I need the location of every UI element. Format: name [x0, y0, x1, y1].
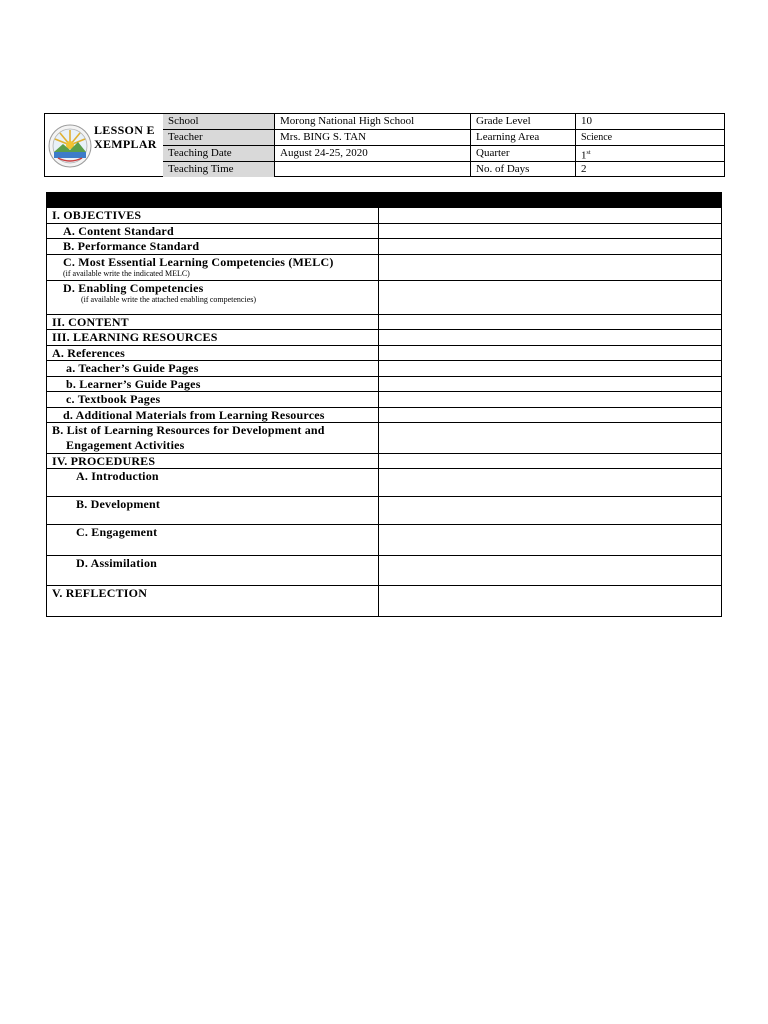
- table-row: [46, 361, 722, 377]
- document-title: LESSON EXEMPLAR: [94, 123, 157, 151]
- performance-standard-label: B. Performance Standard: [63, 239, 200, 253]
- lesson-plan-table: [46, 192, 722, 617]
- teaching-time-value: [275, 162, 471, 177]
- table-row: [46, 255, 722, 281]
- table-row: [46, 377, 722, 392]
- learning-area-value: Science: [576, 130, 724, 146]
- additional-materials-input-cell[interactable]: [379, 408, 721, 422]
- teaching-date-label: Teaching Date: [163, 146, 275, 162]
- textbook-pages-input-cell[interactable]: [379, 392, 721, 407]
- table-row: [46, 315, 722, 330]
- melc-input-cell[interactable]: [379, 255, 721, 280]
- assimilation-input-cell[interactable]: [379, 556, 721, 585]
- learning-area-label: Learning Area: [471, 130, 576, 146]
- table-header-bar: [46, 192, 722, 208]
- objectives-heading: I. OBJECTIVES: [52, 208, 142, 222]
- teacher-value: Mrs. BING S. TAN: [275, 130, 471, 146]
- teachers-guide-input-cell[interactable]: [379, 361, 721, 376]
- table-row: [46, 330, 722, 346]
- table-row: [46, 281, 722, 315]
- grade-level-value: 10: [576, 114, 724, 130]
- objectives-input-cell[interactable]: [379, 208, 721, 223]
- reflection-input-cell[interactable]: [379, 586, 721, 616]
- development-label: B. Development: [76, 497, 161, 511]
- melc-note: (if available write the indicated MELC): [63, 269, 190, 278]
- content-heading: II. CONTENT: [52, 315, 129, 329]
- table-row: [46, 408, 722, 423]
- school-value: Morong National High School: [275, 114, 471, 130]
- additional-materials-label: d. Additional Materials from Learning Resources: [63, 408, 325, 422]
- procedures-input-cell[interactable]: [379, 454, 721, 468]
- procedures-heading: IV. PROCEDURES: [52, 454, 156, 468]
- learners-guide-input-cell[interactable]: [379, 377, 721, 391]
- logo-area: [45, 114, 164, 176]
- teachers-guide-label: a. Teacher’s Guide Pages: [66, 361, 199, 375]
- reflection-heading: V. REFLECTION: [52, 586, 148, 600]
- content-standard-label: A. Content Standard: [63, 224, 174, 238]
- school-label: School: [163, 114, 275, 130]
- content-standard-input-cell[interactable]: [379, 224, 721, 238]
- days-label: No. of Days: [471, 162, 576, 177]
- quarter-suffix: st: [586, 150, 591, 156]
- deped-seal-icon: [48, 124, 92, 168]
- teaching-date-value: August 24-25, 2020: [275, 146, 471, 162]
- introduction-input-cell[interactable]: [379, 469, 721, 496]
- table-row: [46, 208, 722, 224]
- learning-resources-heading: III. LEARNING RESOURCES: [52, 330, 218, 344]
- textbook-pages-label: c. Textbook Pages: [66, 392, 161, 406]
- grade-level-label: Grade Level: [471, 114, 576, 130]
- learners-guide-label: b. Learner’s Guide Pages: [66, 377, 201, 391]
- table-row: [46, 239, 722, 255]
- table-row: [46, 346, 722, 361]
- engagement-input-cell[interactable]: [379, 525, 721, 555]
- assimilation-label: D. Assimilation: [76, 556, 158, 570]
- table-row: [46, 423, 722, 454]
- quarter-label: Quarter: [471, 146, 576, 162]
- table-row: [46, 497, 722, 525]
- engagement-label: C. Engagement: [76, 525, 158, 539]
- teaching-time-label: Teaching Time: [163, 162, 275, 177]
- table-row: [46, 525, 722, 556]
- list-of-resources-label-line2: Engagement Activities: [66, 438, 185, 452]
- quarter-number: 1: [581, 149, 587, 162]
- list-of-resources-label: B. List of Learning Resources for Development and: [52, 423, 325, 437]
- list-of-resources-input-cell[interactable]: [379, 423, 721, 453]
- enabling-competencies-note: (if available write the attached enabling competencies): [81, 295, 257, 304]
- references-label: A. References: [52, 346, 126, 360]
- quarter-value: [576, 146, 724, 162]
- teacher-label: Teacher: [163, 130, 275, 146]
- header-table: [44, 113, 725, 177]
- references-input-cell[interactable]: [379, 346, 721, 360]
- table-row: [46, 586, 722, 617]
- table-row: [46, 454, 722, 469]
- performance-standard-input-cell[interactable]: [379, 239, 721, 254]
- learning-resources-input-cell[interactable]: [379, 330, 721, 345]
- introduction-label: A. Introduction: [76, 469, 159, 483]
- content-input-cell[interactable]: [379, 315, 721, 329]
- table-row: [46, 556, 722, 586]
- table-row: [46, 392, 722, 408]
- enabling-competencies-input-cell[interactable]: [379, 281, 721, 314]
- table-row: [46, 224, 722, 239]
- days-value: 2: [581, 163, 587, 175]
- table-row: [46, 469, 722, 497]
- melc-label: C. Most Essential Learning Competencies (MELC): [63, 255, 334, 269]
- development-input-cell[interactable]: [379, 497, 721, 524]
- enabling-competencies-label: D. Enabling Competencies: [63, 281, 204, 295]
